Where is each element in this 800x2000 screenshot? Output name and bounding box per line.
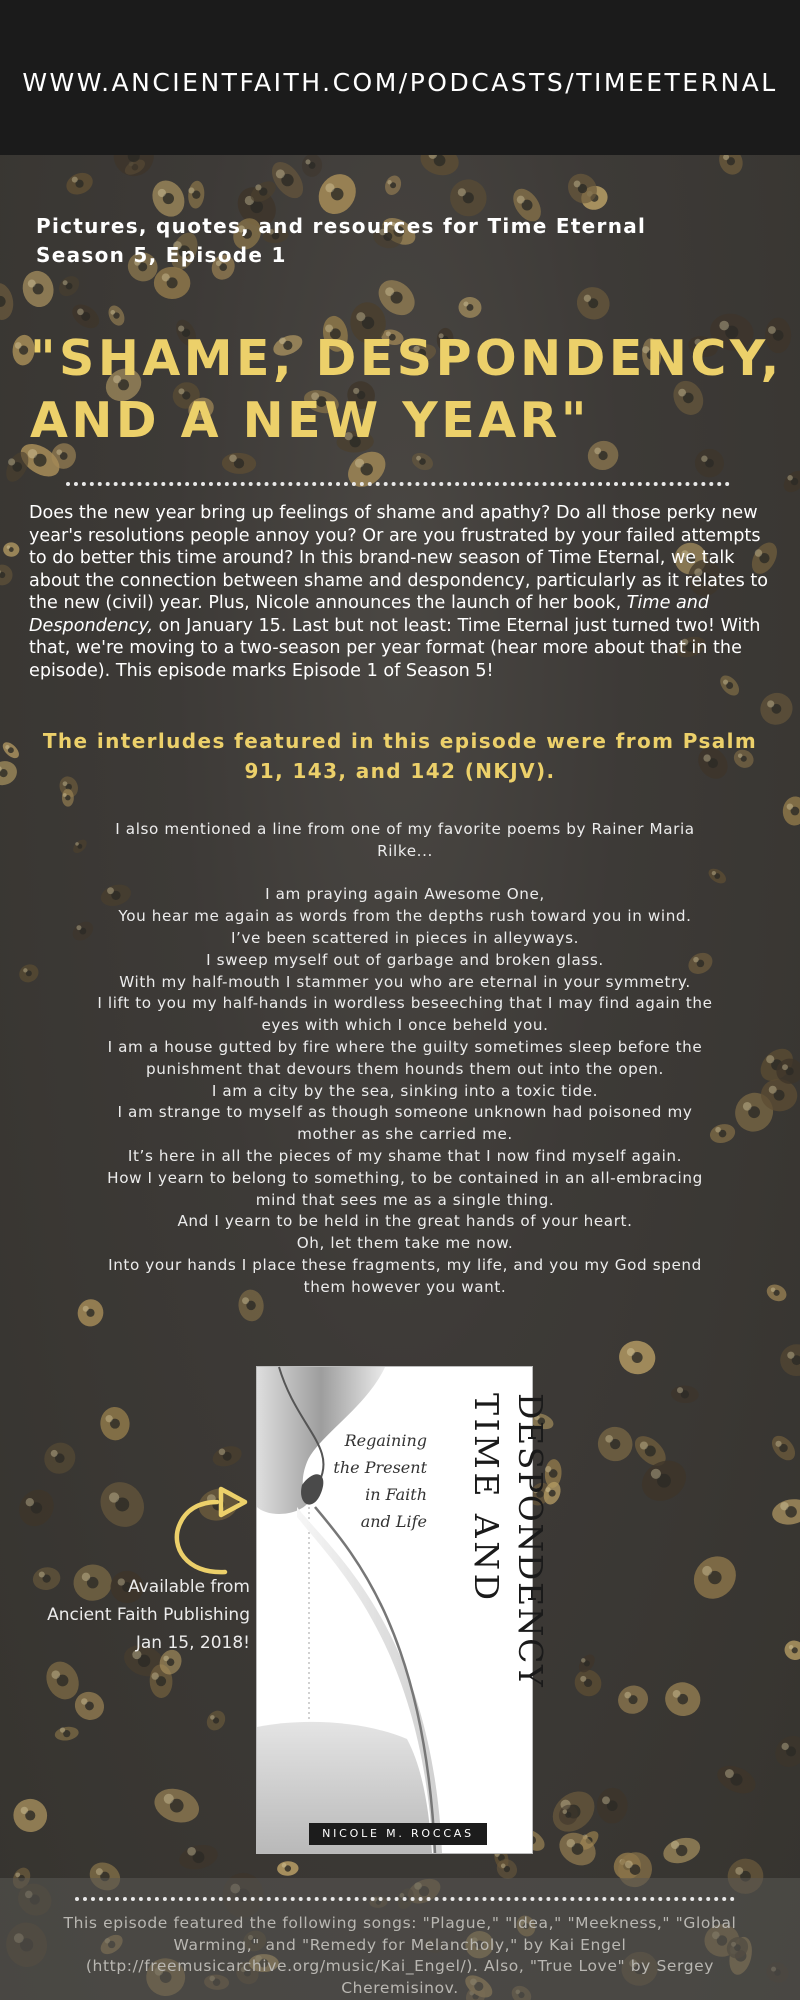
episode-description xyxy=(29,502,771,682)
poem-line: How I yearn to belong to something, to be contained in an all-embracing mind that sees me as a single thing. xyxy=(107,1168,703,1209)
description-part-1: Does the new year bring up feelings of shame and apathy? Do all those perky new year's resolutions people annoy you? Or are you frustrated by your failed attempts to do better this time around? In this brand-new season of Time Eternal, we talk about the connection between shame and despondency, particularly as it relates to the new (civil) year. Plus, Nicole announces the launch of her book, xyxy=(29,503,769,613)
book-cover-title xyxy=(437,1377,550,1842)
book-subtitle-line-4: and Life xyxy=(360,1512,427,1531)
book-cover[interactable] xyxy=(256,1366,550,1854)
poem-line: And I yearn to be held in the great hands of your heart. xyxy=(177,1212,633,1231)
book-cover-subtitle xyxy=(327,1427,427,1535)
availability-line-3: Jan 15, 2018! xyxy=(135,1633,250,1653)
header-bar xyxy=(0,0,800,155)
availability-line-2: Ancient Faith Publishing xyxy=(47,1605,250,1625)
curved-arrow-icon xyxy=(165,1474,255,1584)
dotted-divider-bottom xyxy=(75,1897,735,1901)
availability-note xyxy=(30,1573,250,1657)
book-subtitle-line-3: in Faith xyxy=(365,1485,427,1504)
title-line-1: "SHAME, DESPONDENCY, xyxy=(30,330,783,387)
poem-line: I am praying again Awesome One, xyxy=(265,885,545,904)
poem-line: I’ve been scattered in pieces in alleyways. xyxy=(230,928,580,947)
poem-line: Into your hands I place these fragments, my life, and you my God spend them however you want. xyxy=(108,1255,702,1296)
poem-line: I sweep myself out of garbage and broken glass. xyxy=(206,950,604,969)
subtitle-line-2: Season 5, Episode 1 xyxy=(36,243,287,267)
poem-intro: I also mentioned a line from one of my favorite poems by Rainer Maria Rilke... xyxy=(115,820,695,860)
episode-subtitle xyxy=(36,212,676,270)
book-title-line-1: TIME AND xyxy=(467,1393,506,1604)
book-title-line-2: DESPONDENCY xyxy=(511,1393,550,1689)
book-subtitle-line-2: the Present xyxy=(333,1458,427,1477)
poem-line: It’s here in all the pieces of my shame that I now find myself again. xyxy=(127,1146,683,1165)
poem-line: I am strange to myself as though someone unknown had poisoned my mother as she carried me. xyxy=(117,1103,693,1144)
episode-title xyxy=(30,328,790,452)
podcast-url-link[interactable]: WWW.ANCIENTFAITH.COM/PODCASTS/TIMEETERNAL xyxy=(22,68,778,97)
poem-line: I am a house gutted by fire where the guilty sometimes sleep before the punishment that devours them hounds them out into the open. xyxy=(107,1037,703,1078)
poem-line: I am a city by the sea, sinking into a toxic tide. xyxy=(211,1081,599,1100)
dotted-divider-top xyxy=(66,482,730,486)
title-line-2: AND A NEW YEAR" xyxy=(30,392,590,449)
availability-line-1: Available from xyxy=(128,1577,250,1597)
book-title-inline: Time and Despondency, xyxy=(29,593,710,636)
poem-line: Oh, let them take me now. xyxy=(296,1234,514,1253)
interludes-note: The interludes featured in this episode were from Psalm 91, 143, and 142 (NKJV). xyxy=(42,729,758,783)
music-credits: This episode featured the following songs: "Plague," "Idea," "Meekness," "Global Warming," and "Remedy for Melancholy," by Kai Engel (http://freemusicarchive.org/music/Kai_Engel/). Also, "True Love" by Sergey Cheremisinov. xyxy=(63,1914,737,1997)
book-subtitle-line-1: Regaining xyxy=(344,1431,427,1450)
subtitle-line-1: Pictures, quotes, and resources for Time Eternal xyxy=(36,214,647,238)
rilke-poem xyxy=(95,819,715,1299)
description-part-2: on January 15. Last but not least: Time Eternal just turned two! With that, we're moving to a two-season per year format (hear more about that in the episode). This episode marks Episode 1 of Season 5! xyxy=(29,615,761,681)
book-author: NICOLE M. ROCCAS xyxy=(309,1823,487,1845)
poem-line: You hear me again as words from the depths rush toward you in wind. xyxy=(118,907,692,926)
poem-line: I lift to you my half-hands in wordless beseeching that I may find again the eyes with which I once beheld you. xyxy=(97,994,713,1035)
poem-line: With my half-mouth I stammer you who are eternal in your symmetry. xyxy=(119,972,691,991)
